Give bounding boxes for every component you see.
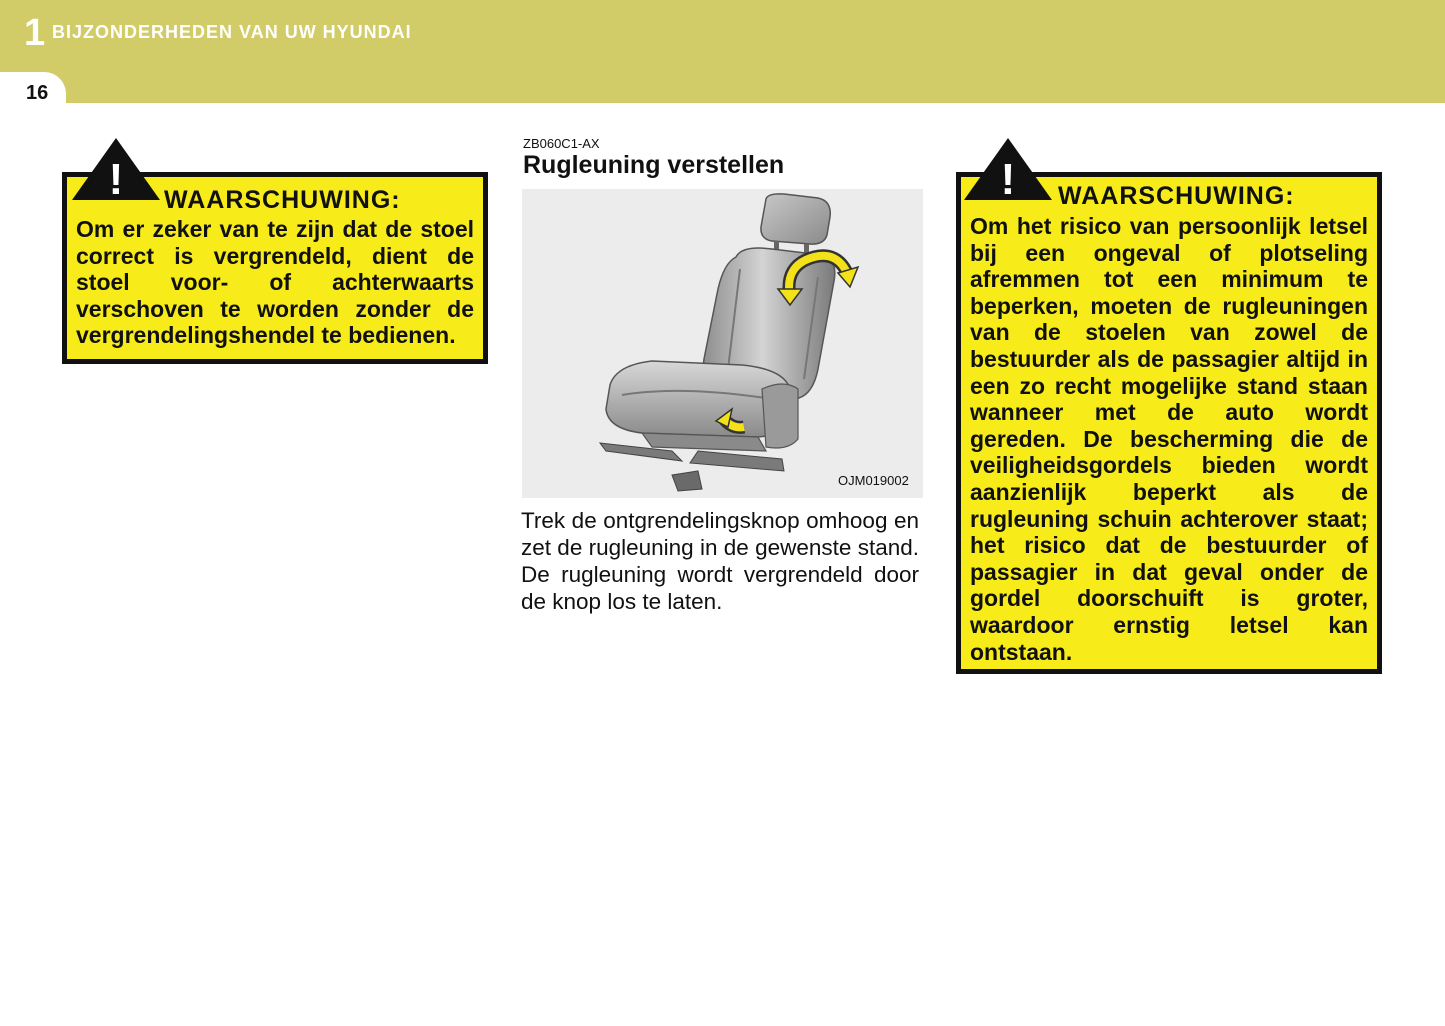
seat-figure bbox=[522, 189, 923, 498]
warning-triangle-icon bbox=[962, 136, 1054, 202]
seat-illustration bbox=[522, 189, 923, 498]
warning-title-right: WAARSCHUWING: bbox=[1058, 182, 1295, 210]
warning-title-left: WAARSCHUWING: bbox=[164, 186, 401, 214]
section-title: Rugleuning verstellen bbox=[523, 151, 785, 179]
chapter-number: 1 bbox=[24, 12, 46, 54]
section-body-text: Trek de ontgrendelingsknop omhoog en zet de rugleuning in de gewenste stand. De rugleuning wordt vergrendeld door de knop los te laten. bbox=[521, 508, 919, 614]
warning-triangle-icon bbox=[70, 136, 162, 202]
warning-text-left: Om er zeker van te zijn dat de stoel correct is vergrendeld, dient de stoel voor- of achterwaarts verschoven te worden zonder de vergrendelingshendel te bedienen. bbox=[76, 216, 474, 349]
svg-text:!: ! bbox=[1000, 155, 1016, 202]
figure-code: OJM019002 bbox=[838, 473, 909, 488]
warning-text-right: Om het risico van persoonlijk letsel bij een ongeval of plotseling afremmen tot een minimum te beperken, moeten de rugleuningen van de stoelen van zowel de bestuurder als de passagier altijd in een zo recht mogelijke stand staan wanneer met de auto wordt gereden. De bescherming die de veiligheidsgordels bieden wordt aanzienlijk beperkt als de rugleuning schuin achterover staat; het risico dat de bestuurder of passagier in dat geval onder de gordel doorschuift is groter, waardoor ernstig letsel kan ontstaan. bbox=[970, 213, 1368, 665]
chapter-header-band bbox=[0, 0, 1445, 103]
svg-text:!: ! bbox=[108, 155, 124, 202]
chapter-title: BIJZONDERHEDEN VAN UW HYUNDAI bbox=[52, 22, 412, 42]
section-code: ZB060C1-AX bbox=[523, 136, 600, 151]
page-number: 16 bbox=[26, 82, 49, 104]
